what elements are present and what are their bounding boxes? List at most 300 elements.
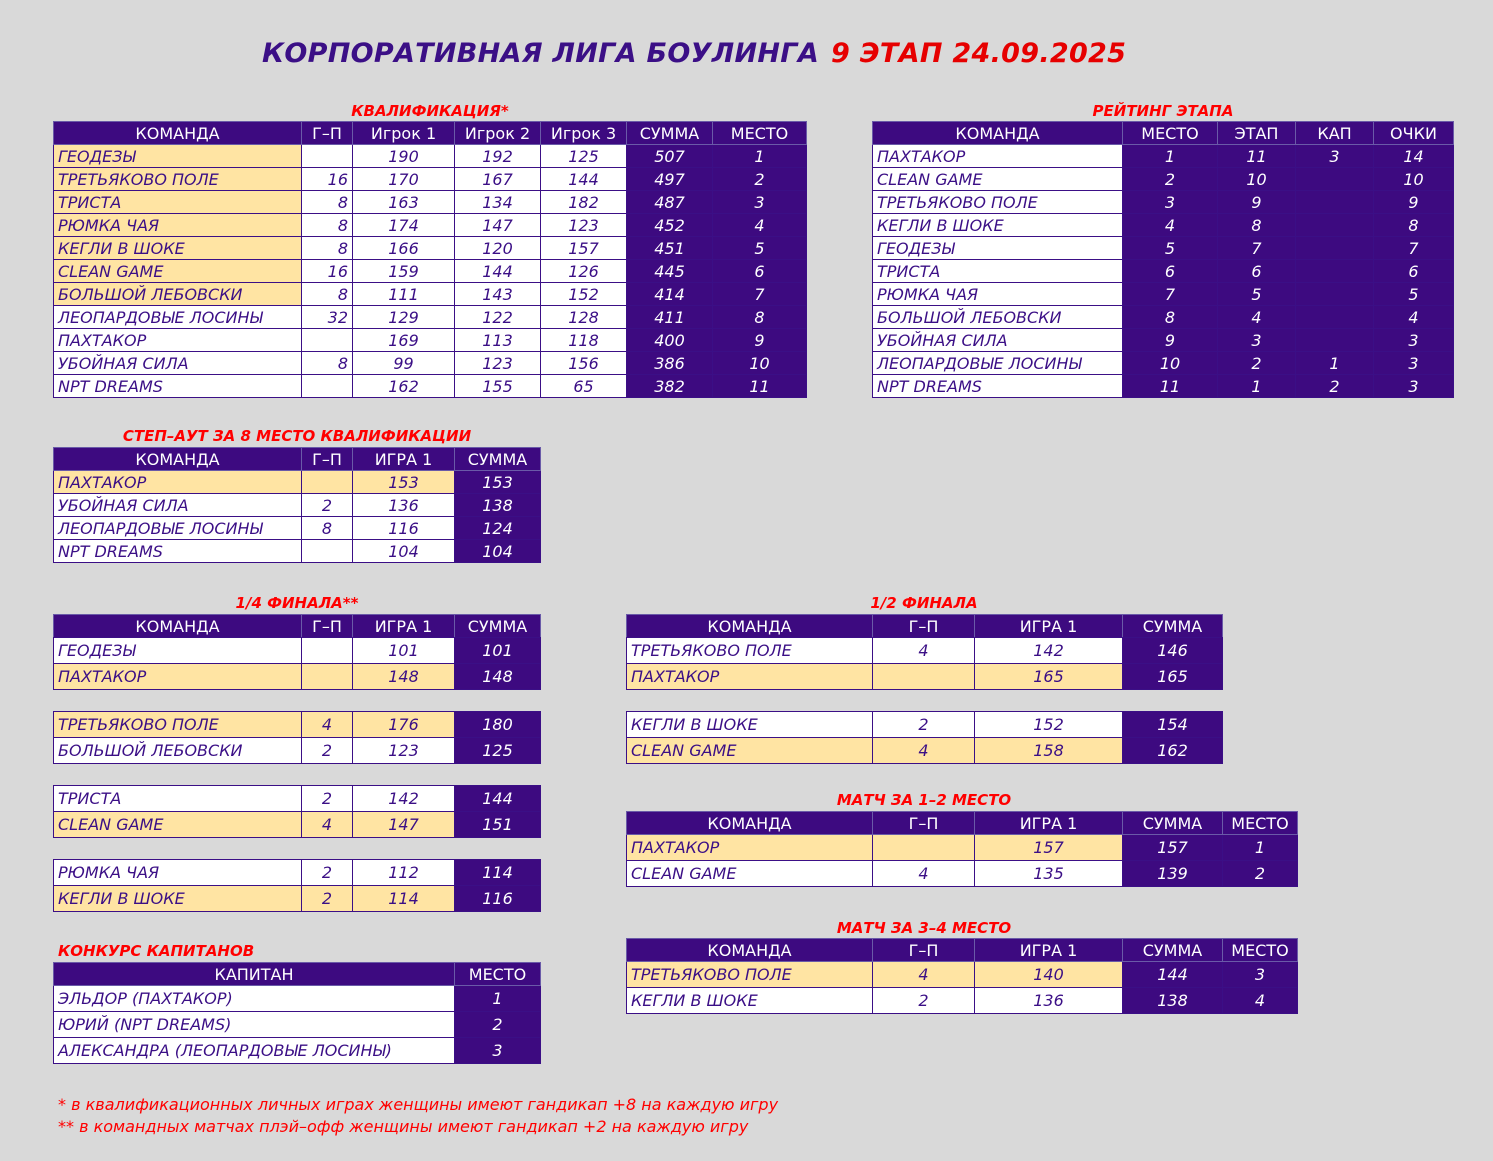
handicap bbox=[873, 664, 975, 690]
table-row bbox=[54, 664, 541, 690]
stage-title: 9 ЭТАП 24.09.2025 bbox=[831, 38, 1127, 69]
player3-score: 156 bbox=[541, 352, 627, 375]
game1-score: 148 bbox=[353, 664, 455, 690]
team-name: БОЛЬШОЙ ЛЕБОВСКИ bbox=[54, 738, 302, 764]
player1-score: 129 bbox=[353, 306, 455, 329]
table-row bbox=[873, 375, 1454, 398]
table-row bbox=[54, 886, 541, 912]
handicap: 4 bbox=[873, 738, 975, 764]
place: 9 bbox=[713, 329, 807, 352]
table-row bbox=[873, 329, 1454, 352]
final12-table bbox=[626, 811, 1298, 887]
team-name: ТРЕТЬЯКОВО ПОЛЕ bbox=[627, 638, 873, 664]
stage-points: 6 bbox=[1218, 260, 1296, 283]
captains-table bbox=[53, 962, 541, 1064]
team-name: CLEAN GAME bbox=[54, 260, 302, 283]
captain-points: 1 bbox=[1296, 352, 1374, 375]
handicap: 32 bbox=[302, 306, 353, 329]
page-title bbox=[262, 38, 1126, 69]
table-row bbox=[54, 283, 807, 306]
col-header: ИГРА 1 bbox=[975, 812, 1123, 835]
team-name: ТРИСТА bbox=[54, 786, 302, 812]
team-name: CLEAN GAME bbox=[627, 738, 873, 764]
handicap: 4 bbox=[302, 812, 353, 838]
table-row bbox=[54, 145, 807, 168]
total-points: 7 bbox=[1374, 237, 1454, 260]
place: 1 bbox=[1223, 835, 1298, 861]
total-score: 148 bbox=[455, 664, 541, 690]
quarter-match bbox=[53, 637, 541, 690]
semi-match bbox=[626, 637, 1223, 690]
total-score: 386 bbox=[627, 352, 713, 375]
col-header: Г–П bbox=[873, 615, 975, 638]
team-name: NPT DREAMS bbox=[54, 540, 302, 563]
table-row bbox=[873, 214, 1454, 237]
team-name: CLEAN GAME bbox=[627, 861, 873, 887]
captain-name: АЛЕКСАНДРА (ЛЕОПАРДОВЫЕ ЛОСИНЫ) bbox=[54, 1038, 455, 1064]
team-name: CLEAN GAME bbox=[54, 812, 302, 838]
table-row bbox=[627, 664, 1223, 690]
place: 2 bbox=[1223, 861, 1298, 887]
game1-score: 157 bbox=[975, 835, 1123, 861]
team-name: ЛЕОПАРДОВЫЕ ЛОСИНЫ bbox=[54, 306, 302, 329]
total-score: 507 bbox=[627, 145, 713, 168]
col-header: КАП bbox=[1296, 122, 1374, 145]
team-name: ТРЕТЬЯКОВО ПОЛЕ bbox=[873, 191, 1123, 214]
col-header: МЕСТО bbox=[1223, 812, 1298, 835]
col-header: Г–П bbox=[302, 122, 353, 145]
handicap bbox=[873, 835, 975, 861]
table-row bbox=[873, 145, 1454, 168]
quarter-table-header bbox=[53, 614, 541, 638]
handicap bbox=[302, 664, 353, 690]
stage-points: 1 bbox=[1218, 375, 1296, 398]
total-score: 487 bbox=[627, 191, 713, 214]
team-name: РЮМКА ЧАЯ bbox=[54, 214, 302, 237]
captain-points bbox=[1296, 191, 1374, 214]
table-row bbox=[873, 260, 1454, 283]
col-header: КОМАНДА bbox=[54, 448, 302, 471]
place: 3 bbox=[1123, 191, 1218, 214]
total-score: 146 bbox=[1123, 638, 1223, 664]
handicap: 2 bbox=[302, 494, 353, 517]
player2-score: 143 bbox=[455, 283, 541, 306]
player1-score: 174 bbox=[353, 214, 455, 237]
team-name: ПАХТАКОР bbox=[54, 664, 302, 690]
total-points: 5 bbox=[1374, 283, 1454, 306]
qualification-table bbox=[53, 121, 807, 398]
semi-table-header bbox=[626, 614, 1223, 638]
handicap: 16 bbox=[302, 260, 353, 283]
final34-table bbox=[626, 938, 1298, 1014]
total-score: 154 bbox=[1123, 712, 1223, 738]
col-header: КАПИТАН bbox=[54, 963, 455, 986]
place: 4 bbox=[713, 214, 807, 237]
team-name: CLEAN GAME bbox=[873, 168, 1123, 191]
place: 10 bbox=[1123, 352, 1218, 375]
player2-score: 147 bbox=[455, 214, 541, 237]
col-header: МЕСТО bbox=[1123, 122, 1218, 145]
place: 3 bbox=[455, 1038, 541, 1064]
col-header: ИГРА 1 bbox=[353, 448, 455, 471]
table-row bbox=[54, 786, 541, 812]
captain-name: ЮРИЙ (NPT DREAMS) bbox=[54, 1012, 455, 1038]
game1-score: 165 bbox=[975, 664, 1123, 690]
handicap: 4 bbox=[873, 861, 975, 887]
game1-score: 135 bbox=[975, 861, 1123, 887]
stage-points: 2 bbox=[1218, 352, 1296, 375]
table-row bbox=[54, 214, 807, 237]
handicap: 4 bbox=[302, 712, 353, 738]
handicap: 4 bbox=[873, 962, 975, 988]
total-score: 151 bbox=[455, 812, 541, 838]
player2-score: 192 bbox=[455, 145, 541, 168]
col-header: ОЧКИ bbox=[1374, 122, 1454, 145]
handicap: 8 bbox=[302, 191, 353, 214]
table-row bbox=[873, 191, 1454, 214]
handicap: 8 bbox=[302, 214, 353, 237]
handicap: 2 bbox=[302, 738, 353, 764]
handicap: 8 bbox=[302, 352, 353, 375]
place: 10 bbox=[713, 352, 807, 375]
table-row bbox=[54, 986, 541, 1012]
team-name: БОЛЬШОЙ ЛЕБОВСКИ bbox=[54, 283, 302, 306]
game1-score: 153 bbox=[353, 471, 455, 494]
team-name: ТРЕТЬЯКОВО ПОЛЕ bbox=[54, 712, 302, 738]
rating-heading: РЕЙТИНГ ЭТАПА bbox=[1092, 102, 1234, 120]
stage-points: 4 bbox=[1218, 306, 1296, 329]
player1-score: 99 bbox=[353, 352, 455, 375]
player2-score: 155 bbox=[455, 375, 541, 398]
total-score: 153 bbox=[455, 471, 541, 494]
total-points: 8 bbox=[1374, 214, 1454, 237]
captain-points bbox=[1296, 168, 1374, 191]
team-name: КЕГЛИ В ШОКЕ bbox=[54, 237, 302, 260]
team-name: КЕГЛИ В ШОКЕ bbox=[873, 214, 1123, 237]
total-score: 124 bbox=[455, 517, 541, 540]
team-name: NPT DREAMS bbox=[873, 375, 1123, 398]
team-name: ПАХТАКОР bbox=[627, 835, 873, 861]
total-points: 3 bbox=[1374, 352, 1454, 375]
place: 9 bbox=[1123, 329, 1218, 352]
captain-points bbox=[1296, 306, 1374, 329]
handicap: 16 bbox=[302, 168, 353, 191]
captain-points: 3 bbox=[1296, 145, 1374, 168]
total-score: 445 bbox=[627, 260, 713, 283]
col-header: КОМАНДА bbox=[54, 615, 302, 638]
qualification-heading: КВАЛИФИКАЦИЯ* bbox=[351, 102, 509, 120]
handicap bbox=[302, 145, 353, 168]
col-header: ЭТАП bbox=[1218, 122, 1296, 145]
total-score: 114 bbox=[455, 860, 541, 886]
team-name: ПАХТАКОР bbox=[627, 664, 873, 690]
game1-score: 142 bbox=[353, 786, 455, 812]
quarter-match bbox=[53, 785, 541, 838]
player3-score: 144 bbox=[541, 168, 627, 191]
col-header: КОМАНДА bbox=[627, 615, 873, 638]
semi-match bbox=[626, 711, 1223, 764]
player3-score: 182 bbox=[541, 191, 627, 214]
table-row bbox=[54, 168, 807, 191]
col-header: СУММА bbox=[1123, 939, 1223, 962]
team-name: ЛЕОПАРДОВЫЕ ЛОСИНЫ bbox=[873, 352, 1123, 375]
table-row bbox=[54, 812, 541, 838]
place: 11 bbox=[1123, 375, 1218, 398]
player1-score: 159 bbox=[353, 260, 455, 283]
stage-points: 7 bbox=[1218, 237, 1296, 260]
table-row bbox=[54, 1038, 541, 1064]
stage-points: 10 bbox=[1218, 168, 1296, 191]
handicap: 2 bbox=[302, 786, 353, 812]
place: 1 bbox=[455, 986, 541, 1012]
handicap bbox=[302, 638, 353, 664]
game1-score: 140 bbox=[975, 962, 1123, 988]
final34-heading: МАТЧ ЗА 3–4 МЕСТО bbox=[836, 919, 1012, 937]
col-header: ИГРА 1 bbox=[975, 939, 1123, 962]
total-score: 144 bbox=[455, 786, 541, 812]
player2-score: 113 bbox=[455, 329, 541, 352]
player3-score: 128 bbox=[541, 306, 627, 329]
stage-points: 8 bbox=[1218, 214, 1296, 237]
league-title: КОРПОРАТИВНАЯ ЛИГА БОУЛИНГА bbox=[262, 38, 820, 69]
table-row bbox=[54, 191, 807, 214]
game1-score: 123 bbox=[353, 738, 455, 764]
player3-score: 123 bbox=[541, 214, 627, 237]
table-row bbox=[873, 283, 1454, 306]
team-name: NPT DREAMS bbox=[54, 375, 302, 398]
table-row bbox=[54, 540, 541, 563]
stage-points: 9 bbox=[1218, 191, 1296, 214]
team-name: КЕГЛИ В ШОКЕ bbox=[54, 886, 302, 912]
table-row bbox=[627, 988, 1298, 1014]
table-row bbox=[873, 237, 1454, 260]
team-name: УБОЙНАЯ СИЛА bbox=[54, 494, 302, 517]
table-row bbox=[54, 494, 541, 517]
place: 3 bbox=[713, 191, 807, 214]
table-row bbox=[54, 1012, 541, 1038]
total-points: 9 bbox=[1374, 191, 1454, 214]
player3-score: 65 bbox=[541, 375, 627, 398]
col-header: КОМАНДА bbox=[873, 122, 1123, 145]
table-row bbox=[627, 861, 1298, 887]
player3-score: 152 bbox=[541, 283, 627, 306]
handicap: 2 bbox=[873, 988, 975, 1014]
place: 7 bbox=[1123, 283, 1218, 306]
team-name: ПАХТАКОР bbox=[873, 145, 1123, 168]
handicap: 8 bbox=[302, 237, 353, 260]
total-score: 411 bbox=[627, 306, 713, 329]
team-name: ПАХТАКОР bbox=[54, 471, 302, 494]
table-row bbox=[873, 352, 1454, 375]
place: 5 bbox=[1123, 237, 1218, 260]
col-header: СУММА bbox=[1123, 812, 1223, 835]
stage-points: 5 bbox=[1218, 283, 1296, 306]
table-row bbox=[873, 168, 1454, 191]
handicap: 8 bbox=[302, 283, 353, 306]
total-score: 138 bbox=[455, 494, 541, 517]
col-header: Г–П bbox=[873, 812, 975, 835]
place: 3 bbox=[1223, 962, 1298, 988]
col-header: СУММА bbox=[1123, 615, 1223, 638]
col-header: Игрок 2 bbox=[455, 122, 541, 145]
game1-score: 104 bbox=[353, 540, 455, 563]
player1-score: 162 bbox=[353, 375, 455, 398]
team-name: КЕГЛИ В ШОКЕ bbox=[627, 988, 873, 1014]
col-header: МЕСТО bbox=[713, 122, 807, 145]
place: 2 bbox=[1123, 168, 1218, 191]
captain-points bbox=[1296, 260, 1374, 283]
total-score: 116 bbox=[455, 886, 541, 912]
table-row bbox=[627, 712, 1223, 738]
total-score: 452 bbox=[627, 214, 713, 237]
total-score: 125 bbox=[455, 738, 541, 764]
col-header: СУММА bbox=[455, 448, 541, 471]
team-name: ТРИСТА bbox=[54, 191, 302, 214]
col-header: СУММА bbox=[455, 615, 541, 638]
captain-points bbox=[1296, 214, 1374, 237]
table-row bbox=[54, 712, 541, 738]
place: 8 bbox=[1123, 306, 1218, 329]
col-header: МЕСТО bbox=[1223, 939, 1298, 962]
footnote-women-playoff: ** в командных матчах плэй–офф женщины имеют гандикап +2 на каждую игру bbox=[58, 1117, 749, 1136]
team-name: РЮМКА ЧАЯ bbox=[54, 860, 302, 886]
total-points: 3 bbox=[1374, 329, 1454, 352]
place: 8 bbox=[713, 306, 807, 329]
col-header: Игрок 1 bbox=[353, 122, 455, 145]
table-row bbox=[627, 738, 1223, 764]
player2-score: 167 bbox=[455, 168, 541, 191]
total-points: 4 bbox=[1374, 306, 1454, 329]
table-row bbox=[54, 738, 541, 764]
handicap: 8 bbox=[302, 517, 353, 540]
total-score: 451 bbox=[627, 237, 713, 260]
team-name: ГЕОДЕЗЫ bbox=[54, 145, 302, 168]
handicap bbox=[302, 375, 353, 398]
table-row bbox=[54, 375, 807, 398]
place: 2 bbox=[713, 168, 807, 191]
team-name: ЛЕОПАРДОВЫЕ ЛОСИНЫ bbox=[54, 517, 302, 540]
captains-heading: КОНКУРС КАПИТАНОВ bbox=[58, 942, 255, 960]
total-score: 138 bbox=[1123, 988, 1223, 1014]
total-score: 157 bbox=[1123, 835, 1223, 861]
game1-score: 136 bbox=[353, 494, 455, 517]
player1-score: 190 bbox=[353, 145, 455, 168]
game1-score: 136 bbox=[975, 988, 1123, 1014]
player3-score: 118 bbox=[541, 329, 627, 352]
handicap bbox=[302, 329, 353, 352]
handicap: 2 bbox=[302, 886, 353, 912]
semi-heading: 1/2 ФИНАЛА bbox=[870, 594, 978, 612]
col-header: КОМАНДА bbox=[627, 812, 873, 835]
table-row bbox=[873, 306, 1454, 329]
player1-score: 170 bbox=[353, 168, 455, 191]
col-header: Г–П bbox=[302, 615, 353, 638]
captain-points bbox=[1296, 237, 1374, 260]
handicap bbox=[302, 471, 353, 494]
total-points: 10 bbox=[1374, 168, 1454, 191]
game1-score: 116 bbox=[353, 517, 455, 540]
place: 1 bbox=[1123, 145, 1218, 168]
captain-name: ЭЛЬДОР (ПАХТАКОР) bbox=[54, 986, 455, 1012]
player3-score: 157 bbox=[541, 237, 627, 260]
col-header: ИГРА 1 bbox=[353, 615, 455, 638]
stage-points: 3 bbox=[1218, 329, 1296, 352]
col-header: Игрок 3 bbox=[541, 122, 627, 145]
total-score: 382 bbox=[627, 375, 713, 398]
player2-score: 134 bbox=[455, 191, 541, 214]
team-name: РЮМКА ЧАЯ bbox=[873, 283, 1123, 306]
total-score: 165 bbox=[1123, 664, 1223, 690]
player1-score: 163 bbox=[353, 191, 455, 214]
team-name: УБОЙНАЯ СИЛА bbox=[54, 352, 302, 375]
game1-score: 101 bbox=[353, 638, 455, 664]
place: 4 bbox=[1223, 988, 1298, 1014]
total-score: 414 bbox=[627, 283, 713, 306]
col-header: СУММА bbox=[627, 122, 713, 145]
player2-score: 144 bbox=[455, 260, 541, 283]
player2-score: 122 bbox=[455, 306, 541, 329]
total-score: 139 bbox=[1123, 861, 1223, 887]
total-score: 162 bbox=[1123, 738, 1223, 764]
stepout-table bbox=[53, 447, 541, 563]
total-points: 14 bbox=[1374, 145, 1454, 168]
place: 2 bbox=[455, 1012, 541, 1038]
table-row bbox=[54, 237, 807, 260]
player1-score: 111 bbox=[353, 283, 455, 306]
quarter-heading: 1/4 ФИНАЛА** bbox=[235, 594, 359, 612]
player1-score: 166 bbox=[353, 237, 455, 260]
total-score: 180 bbox=[455, 712, 541, 738]
team-name: ПАХТАКОР bbox=[54, 329, 302, 352]
handicap: 2 bbox=[873, 712, 975, 738]
game1-score: 112 bbox=[353, 860, 455, 886]
team-name: ГЕОДЕЗЫ bbox=[873, 237, 1123, 260]
place: 11 bbox=[713, 375, 807, 398]
game1-score: 158 bbox=[975, 738, 1123, 764]
place: 7 bbox=[713, 283, 807, 306]
table-row bbox=[54, 860, 541, 886]
col-header: МЕСТО bbox=[455, 963, 541, 986]
game1-score: 142 bbox=[975, 638, 1123, 664]
place: 6 bbox=[1123, 260, 1218, 283]
col-header: КОМАНДА bbox=[54, 122, 302, 145]
quarter-match bbox=[53, 859, 541, 912]
captain-points bbox=[1296, 329, 1374, 352]
team-name: БОЛЬШОЙ ЛЕБОВСКИ bbox=[873, 306, 1123, 329]
table-row bbox=[627, 962, 1298, 988]
table-row bbox=[54, 329, 807, 352]
team-name: УБОЙНАЯ СИЛА bbox=[873, 329, 1123, 352]
captain-points bbox=[1296, 283, 1374, 306]
table-row bbox=[54, 352, 807, 375]
team-name: КЕГЛИ В ШОКЕ bbox=[627, 712, 873, 738]
total-score: 101 bbox=[455, 638, 541, 664]
table-row bbox=[54, 517, 541, 540]
player2-score: 120 bbox=[455, 237, 541, 260]
captain-points: 2 bbox=[1296, 375, 1374, 398]
team-name: ТРЕТЬЯКОВО ПОЛЕ bbox=[54, 168, 302, 191]
total-score: 144 bbox=[1123, 962, 1223, 988]
game1-score: 114 bbox=[353, 886, 455, 912]
handicap bbox=[302, 540, 353, 563]
col-header: Г–П bbox=[302, 448, 353, 471]
handicap: 2 bbox=[302, 860, 353, 886]
rating-table bbox=[872, 121, 1454, 398]
player3-score: 125 bbox=[541, 145, 627, 168]
table-row bbox=[627, 638, 1223, 664]
quarter-match bbox=[53, 711, 541, 764]
handicap: 4 bbox=[873, 638, 975, 664]
